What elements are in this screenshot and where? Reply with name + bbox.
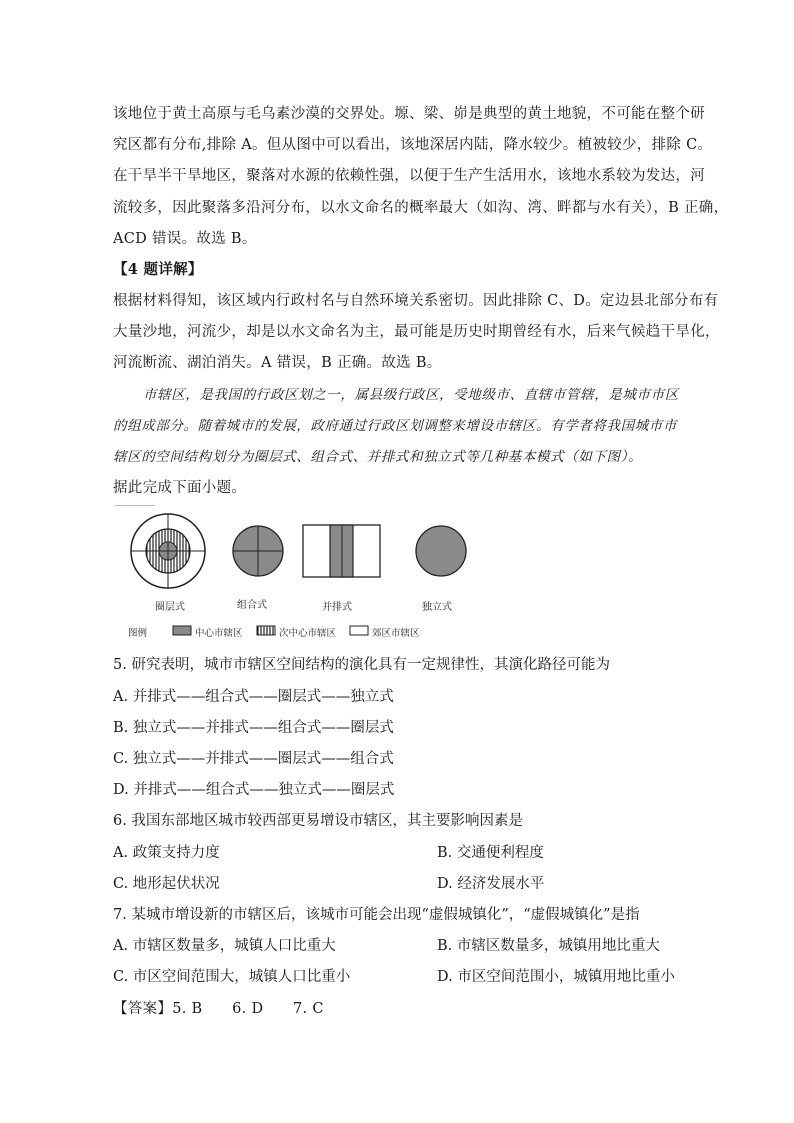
option-c: C. 市区空间范围大，城镇人口比重小 xyxy=(113,969,351,985)
option-d: D. 经济发展水平 xyxy=(437,876,545,892)
parallel-model-diagram xyxy=(303,525,380,577)
text-line: 河流断流、湖泊消失。A 错误，B 正确。故选 B。 xyxy=(113,355,442,371)
concentric-model-diagram xyxy=(131,514,205,588)
legend-swatch-subcenter xyxy=(257,626,275,635)
instruction: 据此完成下面小题。 xyxy=(113,480,247,496)
option-b: B. 市辖区数量多，城镇用地比重大 xyxy=(437,938,660,954)
option-d: D. 并排式——组合式——独立式——圈层式 xyxy=(113,782,395,798)
legend-center: 中心市辖区 xyxy=(195,628,243,639)
answer-line xyxy=(113,997,324,1018)
label-independent: 独立式 xyxy=(422,602,452,613)
option-a: A. 政策支持力度 xyxy=(113,845,220,861)
text-line: 市辖区，是我国的行政区划之一，属县级行政区，受地级市、直辖市管辖，是城市市区 xyxy=(143,387,679,403)
label-combination: 组合式 xyxy=(237,600,267,611)
option-c: C. 独立式——并排式——圈层式——组合式 xyxy=(113,751,394,767)
option-b: B. 独立式——并排式——组合式——圈层式 xyxy=(113,720,394,736)
legend-swatch-center xyxy=(173,626,191,635)
legend-swatch-suburb xyxy=(350,626,368,635)
text-line: 辖区的空间结构划分为圈层式、组合式、并排式和独立式等几种基本模式（如下图）。 xyxy=(113,449,643,465)
option-a: A. 并排式——组合式——圈层式——独立式 xyxy=(113,689,394,705)
figure xyxy=(110,505,470,645)
independent-model-diagram xyxy=(416,526,466,576)
text-line: 根据材料得知，该区域内行政村名与自然环境关系密切。因此排除 C、D。定边县北部分布有 xyxy=(113,293,719,309)
q4-heading: 【4 题详解】 xyxy=(113,261,203,278)
answer-tag: 【答案】 xyxy=(113,1001,173,1017)
option-a: A. 市辖区数量多，城镇人口比重大 xyxy=(113,938,336,954)
answer-text: 5. B 6. D 7. C xyxy=(172,1001,324,1017)
text-line: ACD 错误。故选 B。 xyxy=(113,231,257,247)
text-line: 流较多，因此聚落多沿河分布，以水文命名的概率最大（如沟、湾、畔都与水有关），B 正确， xyxy=(113,200,729,216)
option-d: D. 市区空间范围小，城镇用地比重小 xyxy=(437,969,675,985)
text-line: 究区都有分布,排除 A。但从图中可以看出，该地深居内陆，降水较少。植被较少，排除 C。 xyxy=(113,137,713,153)
combination-model-diagram xyxy=(233,526,283,576)
text-line: 的组成部分。随着城市的发展，政府通过行政区划调整来增设市辖区。有学者将我国城市市 xyxy=(113,418,677,434)
question-stem: 6. 我国东部地区城市较西部更易增设市辖区，其主要影响因素是 xyxy=(113,813,523,829)
text-line: 在干旱半干旱地区，聚落对水源的依赖性强，以便于生产生活用水，该地水系较为发达，河 xyxy=(113,168,705,184)
legend-suburb: 郊区市辖区 xyxy=(372,628,420,639)
label-concentric: 圈层式 xyxy=(155,602,185,613)
text-line: 该地位于黄土高原与毛乌素沙漠的交界处。塬、梁、峁是典型的黄土地貌，不可能在整个研 xyxy=(113,106,705,122)
legend-title: 图例 xyxy=(128,628,148,639)
option-c: C. 地形起伏状况 xyxy=(113,876,220,892)
text-line: 大量沙地，河流少，却是以水文命名为主，最可能是历史时期曾经有水，后来气候趋干旱化， xyxy=(113,324,720,340)
figure-graphics xyxy=(110,505,470,645)
label-parallel: 并排式 xyxy=(322,602,352,613)
question-stem: 5. 研究表明，城市市辖区空间结构的演化具有一定规律性，其演化路径可能为 xyxy=(113,657,610,673)
question-stem: 7. 某城市增设新的市辖区后，该城市可能会出现“虚假城镇化”，“虚假城镇化”是指 xyxy=(113,907,640,923)
option-b: B. 交通便利程度 xyxy=(437,845,544,861)
legend-subcenter: 次中心市辖区 xyxy=(279,628,337,639)
